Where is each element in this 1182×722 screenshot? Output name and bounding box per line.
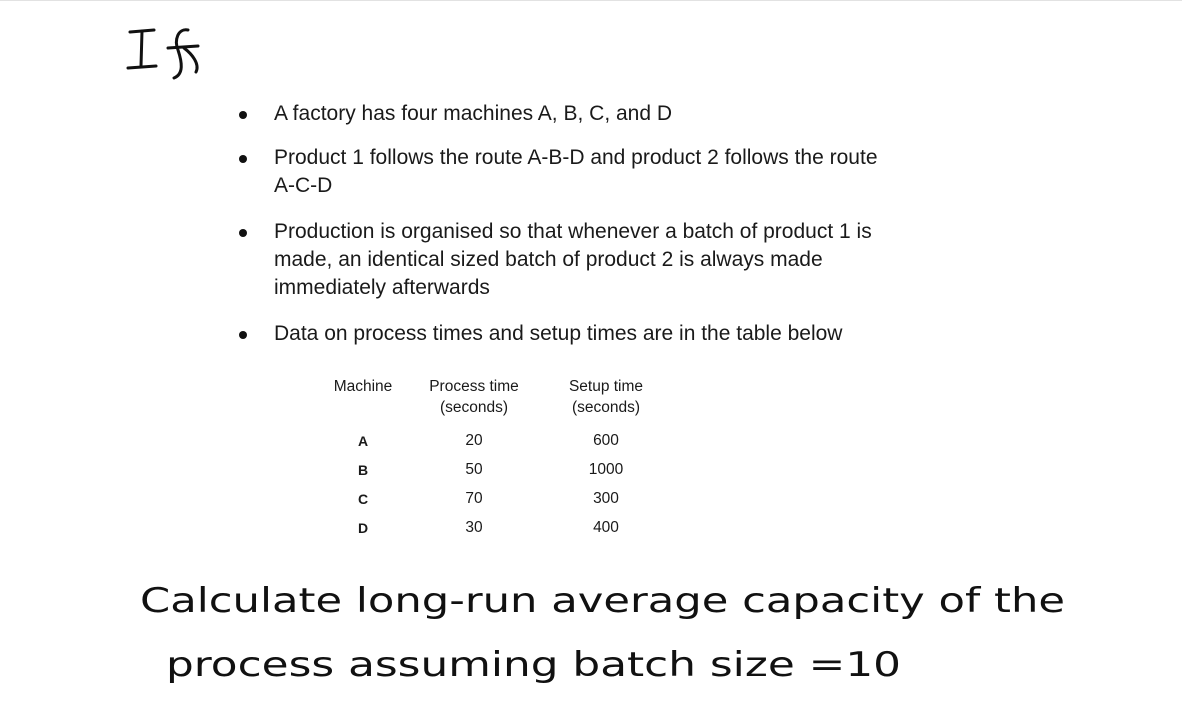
bullet-item xyxy=(236,218,996,302)
bullet-dot xyxy=(239,155,247,163)
bullet-text-line: A-C-D xyxy=(274,174,333,197)
cell-process-time: 50 xyxy=(465,460,483,478)
cell-setup-time: 1000 xyxy=(588,460,624,478)
bullet-text: Data on process times and setup times are in the table below xyxy=(274,322,843,345)
table-row xyxy=(314,426,676,455)
cell-machine: C xyxy=(357,490,369,507)
header-setup-unit: (seconds) xyxy=(571,399,641,416)
cell-setup-time: 600 xyxy=(593,431,619,449)
bullet-dot xyxy=(239,229,247,237)
handwritten-question xyxy=(140,560,1080,720)
table-row xyxy=(314,455,676,484)
bullet-text-line: Production is organised so that whenever a batch of product 1 is xyxy=(274,220,872,243)
header-machine-label: Machine xyxy=(333,378,393,395)
header-process-label: Process time xyxy=(429,378,519,395)
table-row xyxy=(314,484,676,513)
bullet-text-line: Product 1 follows the route A-B-D and product 2 follows the route xyxy=(274,146,878,169)
header-process-unit: (seconds) xyxy=(439,399,509,416)
bullet-dot xyxy=(239,331,247,339)
cell-machine: B xyxy=(357,461,369,478)
table-header-row xyxy=(314,376,676,426)
bullet-item xyxy=(236,144,996,200)
bullet-text xyxy=(274,146,878,197)
process-data-table xyxy=(314,376,676,542)
bullet-list xyxy=(236,100,996,348)
handwritten-title xyxy=(118,20,218,80)
cell-process-time: 30 xyxy=(465,518,483,536)
cell-setup-time: 400 xyxy=(593,518,619,536)
bullet-item xyxy=(236,100,996,128)
header-setup-time xyxy=(536,376,676,426)
header-process-time xyxy=(412,376,536,426)
bullet-text: A factory has four machines A, B, C, and D xyxy=(274,102,673,125)
cell-process-time: 70 xyxy=(465,489,483,507)
cell-process-time: 20 xyxy=(465,431,483,449)
cell-machine: D xyxy=(357,519,369,536)
top-border-line xyxy=(0,0,1182,1)
header-machine xyxy=(314,376,412,426)
table-row xyxy=(314,513,676,542)
handwritten-question-line-1: Calculate long-run average capacity of the xyxy=(140,581,1065,621)
bullet-dot xyxy=(239,111,247,119)
cell-machine: A xyxy=(357,432,369,449)
bullet-text-line: made, an identical sized batch of product 2 is always made xyxy=(274,248,823,271)
bullet-item xyxy=(236,320,996,348)
header-setup-label: Setup time xyxy=(568,378,644,395)
bullet-text xyxy=(274,220,872,299)
bullet-text-line: immediately afterwards xyxy=(274,276,490,299)
cell-setup-time: 300 xyxy=(593,489,619,507)
handwritten-question-line-2: process assuming batch size =10 xyxy=(166,645,901,685)
